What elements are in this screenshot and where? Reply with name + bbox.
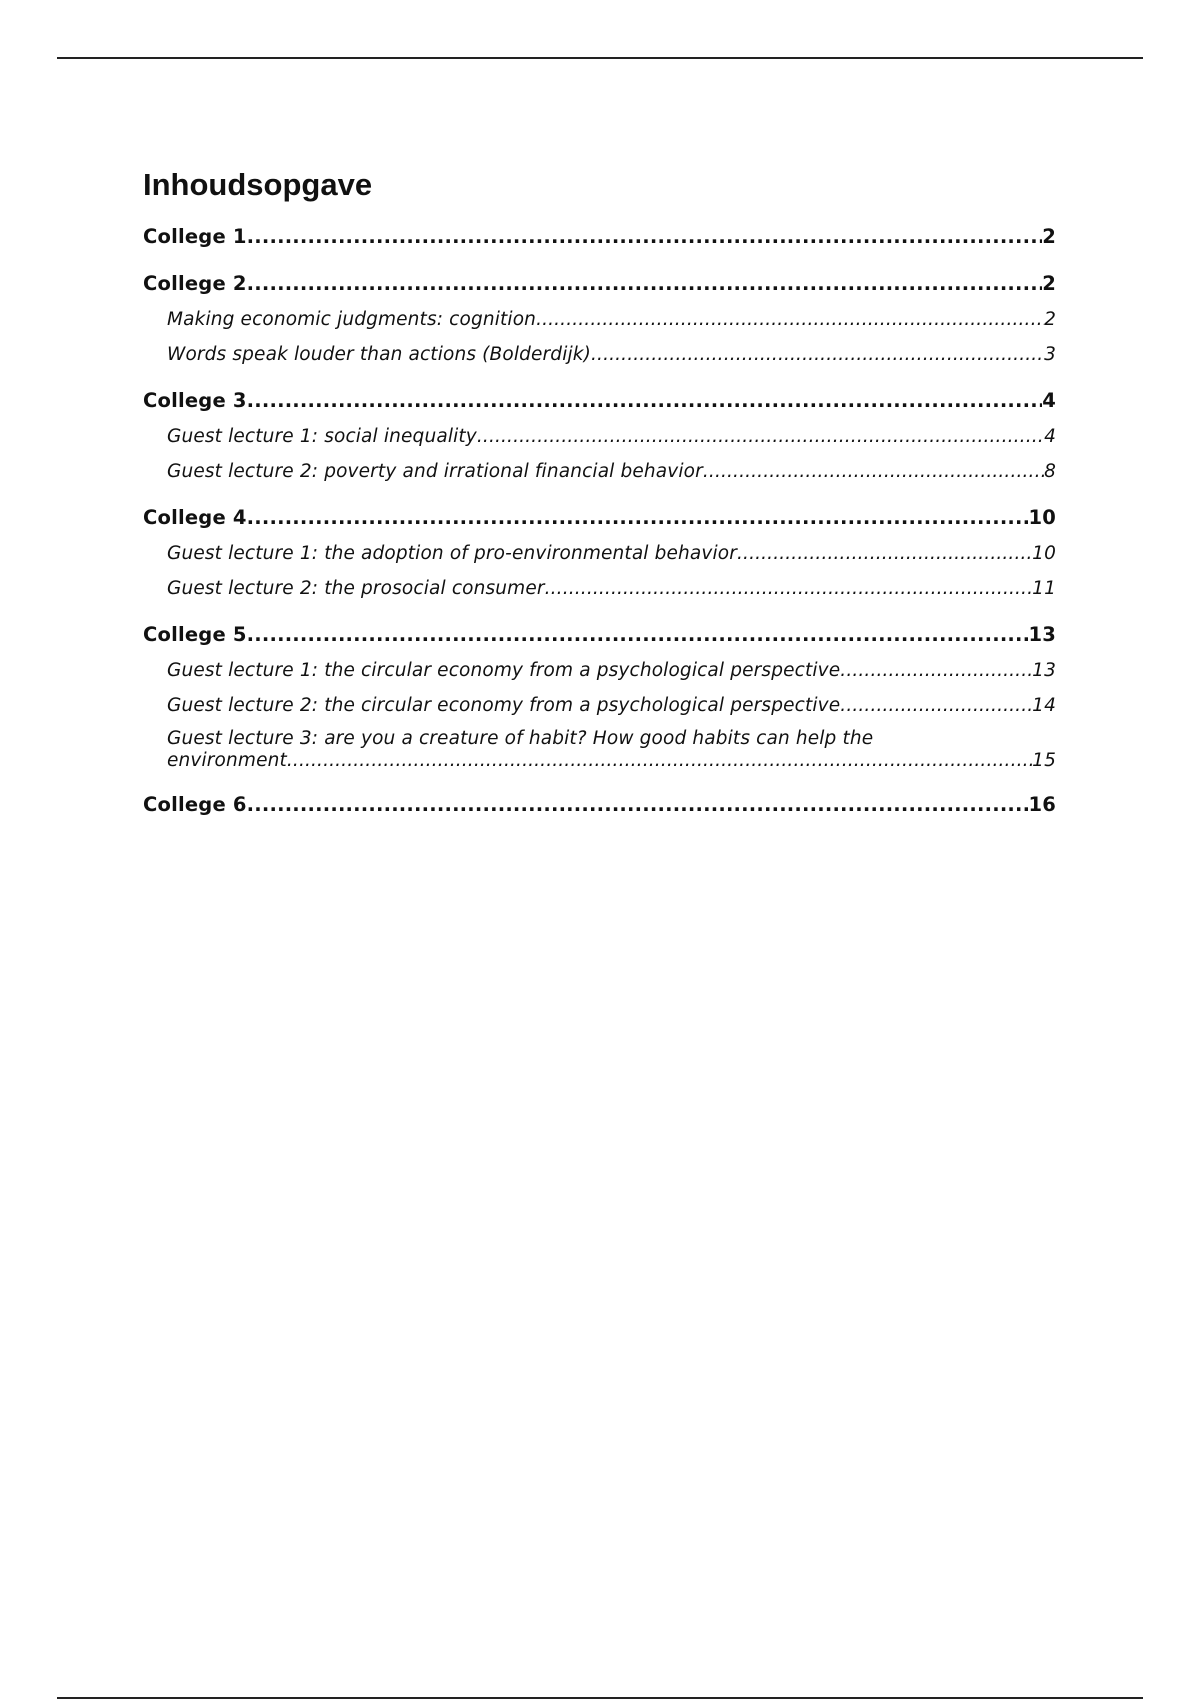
toc-subentry-label-line2: environment [167, 750, 287, 771]
toc-entry-label: College 2 [143, 272, 247, 295]
toc-subentry[interactable] [167, 541, 1056, 567]
toc-page-number: 13 [1032, 660, 1056, 681]
dot-leader [287, 750, 1032, 772]
page-bottom-rule [57, 1697, 1143, 1699]
toc-subentry[interactable] [167, 658, 1056, 684]
toc-page-number: 4 [1042, 389, 1056, 412]
dot-leader [737, 541, 1032, 567]
toc-subentry-label: Guest lecture 2: the circular economy from a psychological perspective [167, 695, 841, 716]
toc-page-number: 10 [1032, 543, 1056, 564]
toc-section-college-2 [143, 270, 1056, 368]
toc-page-number: 10 [1028, 506, 1056, 529]
dot-leader [247, 270, 1043, 298]
toc-subentry[interactable] [167, 459, 1056, 485]
toc-subentry-label: Guest lecture 1: social inequality [167, 426, 477, 447]
dot-leader [247, 223, 1043, 251]
toc-entry-label: College 6 [143, 793, 247, 816]
toc-subentry[interactable] [167, 693, 1056, 719]
dot-leader [247, 387, 1043, 415]
toc-section-college-5 [143, 621, 1056, 772]
toc-page-number: 3 [1044, 344, 1056, 365]
toc-title: Inhoudsopgave [143, 167, 373, 202]
toc-subentry[interactable] [167, 728, 1056, 772]
toc-page-number: 2 [1044, 309, 1056, 330]
dot-leader [247, 621, 1029, 649]
toc-page-number: 8 [1044, 461, 1056, 482]
dot-leader [545, 576, 1033, 602]
toc-entry-college-4[interactable] [143, 504, 1056, 532]
dot-leader [840, 693, 1032, 719]
toc-subentry[interactable] [167, 307, 1056, 333]
toc-entry-label: College 4 [143, 506, 247, 529]
toc-page-number: 15 [1032, 750, 1056, 771]
toc-subentry[interactable] [167, 576, 1056, 602]
toc-section-college-4 [143, 504, 1056, 602]
toc-page-number: 2 [1042, 225, 1056, 248]
toc-subentry-label: Guest lecture 2: the prosocial consumer [167, 578, 545, 599]
toc-subentry-label: Guest lecture 2: poverty and irrational financial behavior [167, 461, 703, 482]
dot-leader [247, 791, 1029, 819]
toc-page-number: 2 [1042, 272, 1056, 295]
toc-entry-college-1[interactable] [143, 223, 1056, 251]
table-of-contents [143, 166, 1056, 838]
dot-leader [247, 504, 1029, 532]
toc-entry-label: College 5 [143, 623, 247, 646]
toc-page-number: 13 [1028, 623, 1056, 646]
page-top-rule [57, 57, 1143, 59]
toc-section-college-3 [143, 387, 1056, 485]
toc-section-college-1 [143, 223, 1056, 251]
toc-entry-label: College 1 [143, 225, 247, 248]
toc-entry-college-6[interactable] [143, 791, 1056, 819]
toc-section-college-6 [143, 791, 1056, 819]
dot-leader [591, 342, 1044, 368]
toc-subentry-line2 [167, 750, 1056, 772]
toc-subentry-label: Guest lecture 1: the circular economy from a psychological perspective [167, 660, 841, 681]
toc-page-number: 14 [1032, 695, 1056, 716]
toc-page-number: 11 [1032, 578, 1056, 599]
toc-subentry[interactable] [167, 424, 1056, 450]
toc-subentry-label: Guest lecture 1: the adoption of pro-environmental behavior [167, 543, 738, 564]
toc-subentry[interactable] [167, 342, 1056, 368]
dot-leader [840, 658, 1032, 684]
toc-subentry-label: Words speak louder than actions (Bolderdijk) [167, 344, 592, 365]
toc-entry-college-2[interactable] [143, 270, 1056, 298]
toc-subentry-label-line1: Guest lecture 3: are you a creature of habit? How good habits can help the [167, 728, 874, 749]
toc-entry-label: College 3 [143, 389, 247, 412]
toc-subentry-label: Making economic judgments: cognition [167, 309, 537, 330]
toc-entry-college-3[interactable] [143, 387, 1056, 415]
toc-entry-college-5[interactable] [143, 621, 1056, 649]
dot-leader [536, 307, 1044, 333]
toc-page-number: 4 [1044, 426, 1056, 447]
toc-page-number: 16 [1028, 793, 1056, 816]
dot-leader [703, 459, 1044, 485]
dot-leader [477, 424, 1044, 450]
